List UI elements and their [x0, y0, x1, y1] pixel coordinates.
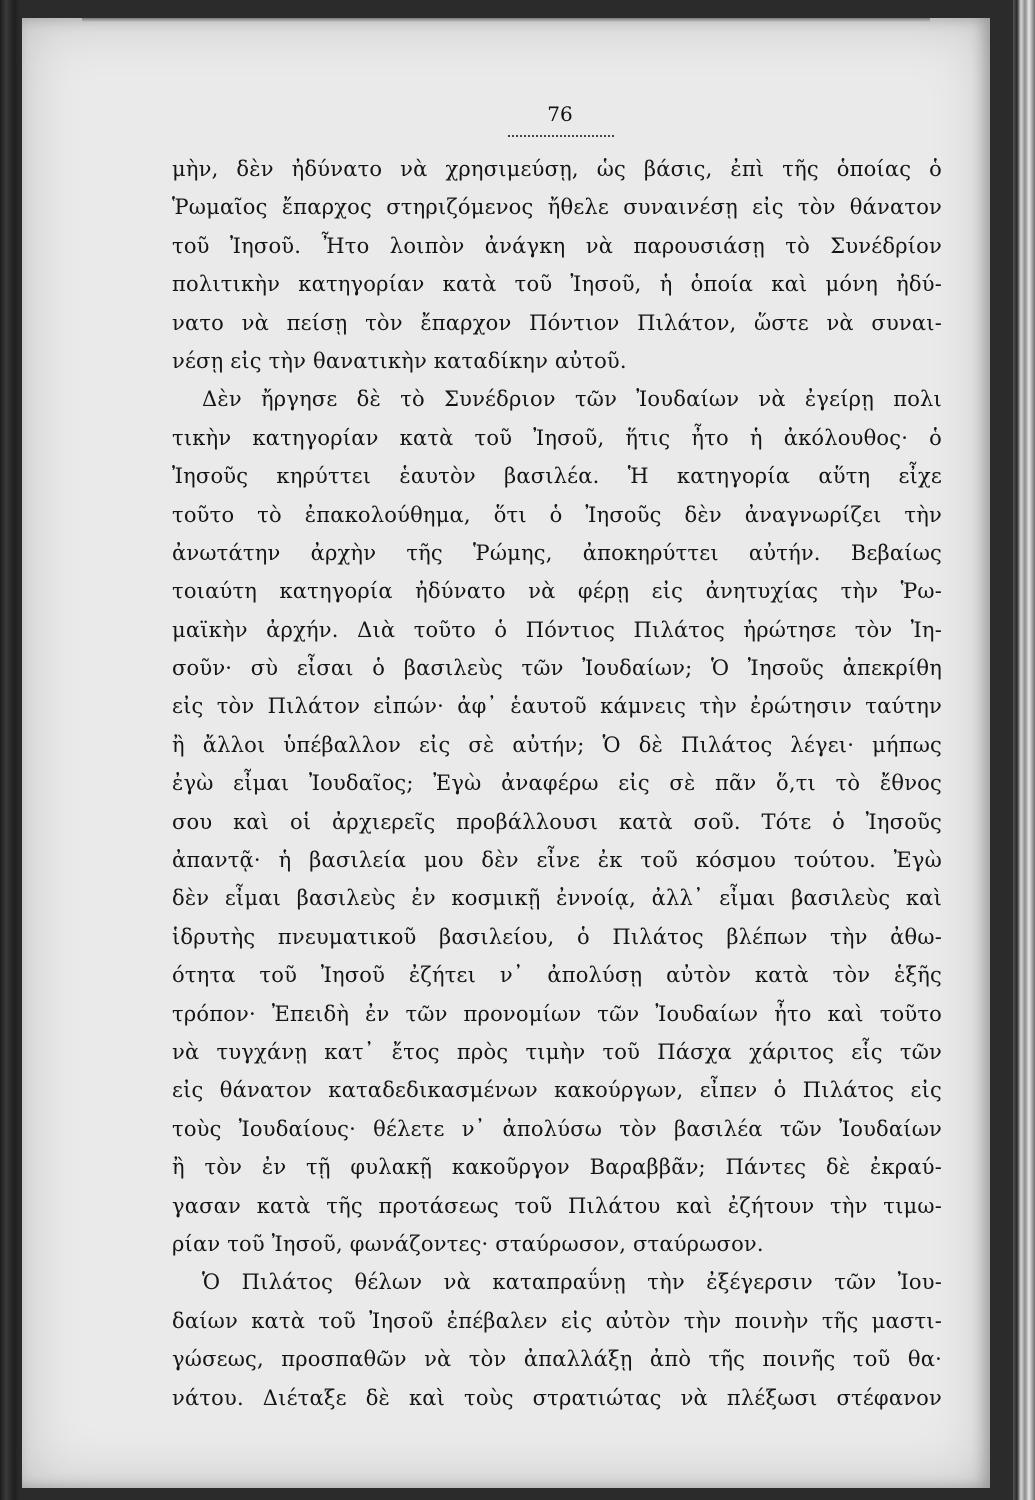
- text-line: Ὁ Πιλάτος θέλων νὰ καταπραΰνῃ τὴν ἐξέγερσιν τῶν Ἰου-: [202, 1270, 942, 1295]
- text-line: Δὲν ἤργησε δὲ τὸ Συνέδριον τῶν Ἰουδαίων νὰ ἐγείρῃ πολι: [202, 387, 942, 412]
- text-line: πολιτικὴν κατηγορίαν κατὰ τοῦ Ἰησοῦ, ἡ ὁποία καὶ μόνη ἠδύ-: [172, 272, 942, 297]
- text-line: δὲν εἶμαι βασιλεὺς ἐν κοσμικῇ ἐννοίᾳ, ἀλλ᾽ εἶμαι βασιλεὺς καὶ: [172, 886, 942, 911]
- text-line: νὰ τυγχάνῃ κατ᾽ ἔτος πρὸς τιμὴν τοῦ Πάσχα χάριτος εἷς τῶν: [172, 1039, 942, 1064]
- text-line: σου καὶ οἱ ἀρχιερεῖς προβάλλουσι κατὰ σοῦ. Τότε ὁ Ἰησοῦς: [172, 809, 942, 834]
- text-line: γασαν κατὰ τῆς προτάσεως τοῦ Πιλάτου καὶ ἐζήτουν τὴν τιμω-: [172, 1193, 942, 1218]
- text-line: τικὴν κατηγορίαν κατὰ τοῦ Ἰησοῦ, ἥτις ἦτο ἡ ἀκόλουθος· ὁ: [172, 425, 942, 450]
- text-line: δαίων κατὰ τοῦ Ἰησοῦ ἐπέβαλεν εἰς αὐτὸν τὴν ποινὴν τῆς μαστι-: [172, 1308, 942, 1333]
- text-line: εἰς θάνατον καταδεδικασμένων κακούργων, εἶπεν ὁ Πιλάτος εἰς: [172, 1078, 942, 1103]
- text-line: Ἰησοῦς κηρύττει ἑαυτὸν βασιλέα. Ἡ κατηγορία αὕτη εἶχε: [172, 464, 942, 489]
- book-spine-edge: [1013, 0, 1035, 1500]
- text-line: ἢ τὸν ἐν τῇ φυλακῇ κακοῦργον Βαραββᾶν; Πάντες δὲ ἐκραύ-: [172, 1155, 942, 1180]
- text-line: τοὺς Ἰουδαίους· θέλετε ν᾽ ἀπολύσω τὸν βασιλέα τῶν Ἰουδαίων: [172, 1116, 942, 1141]
- text-line: σοῦν· σὺ εἶσαι ὁ βασιλεὺς τῶν Ἰουδαίων; Ὁ Ἰησοῦς ἀπεκρίθη: [172, 656, 942, 681]
- text-line: ρίαν τοῦ Ἰησοῦ, φωνάζοντες· σταύρωσον, σταύρωσον.: [172, 1231, 764, 1256]
- text-line: τοῦ Ἰησοῦ. Ἦτο λοιπὸν ἀνάγκη νὰ παρουσιάσῃ τὸ Συνέδρίον: [172, 233, 942, 258]
- text-line: γώσεως, προσπαθῶν νὰ τὸν ἀπαλλάξῃ ἀπὸ τῆς ποινῆς τοῦ θα·: [172, 1347, 942, 1372]
- text-line: ἀνωτάτην ἀρχὴν τῆς Ῥώμης, ἀποκηρύττει αὐτήν. Βεβαίως: [172, 540, 942, 565]
- page-number: 76: [547, 102, 573, 126]
- text-line: νέσῃ εἰς τὴν θανατικὴν καταδίκην αὐτοῦ.: [172, 348, 627, 373]
- text-line: ἢ ἄλλοι ὑπέβαλλον εἰς σὲ αὐτήν; Ὁ δὲ Πιλάτος λέγει· μήπως: [172, 732, 942, 757]
- page-shadow: [82, 18, 930, 22]
- text-line: τοιαύτη κατηγορία ἠδύνατο νὰ φέρῃ εἰς ἀνητυχίας τὴν Ῥω-: [172, 579, 942, 604]
- body-text: [172, 150, 942, 1417]
- text-line: νατο νὰ πείσῃ τὸν ἔπαρχον Πόντιον Πιλάτον, ὥστε νὰ συναι-: [172, 310, 942, 335]
- text-line: εἰς τὸν Πιλάτον εἰπών· ἀφ᾽ ἑαυτοῦ κάμνεις τὴν ἐρώτησιν ταύτην: [172, 694, 942, 719]
- text-line: νάτου. Διέταξε δὲ καὶ τοὺς στρατιώτας νὰ πλέξωσι στέφανον: [172, 1385, 942, 1410]
- text-line: τοῦτο τὸ ἐπακολούθημα, ὅτι ὁ Ἰησοῦς δὲν ἀναγνωρίζει τὴν: [172, 502, 942, 527]
- page-number-rule: [508, 135, 614, 137]
- text-line: μὴν, δὲν ἠδύνατο νὰ χρησιμεύσῃ, ὡς βάσις, ἐπὶ τῆς ὁποίας ὁ: [172, 157, 942, 181]
- text-line: Ῥωμαῖος ἔπαρχος στηριζόμενος ἤθελε συναινέσῃ εἰς τὸν θάνατον: [172, 195, 942, 220]
- text-line: ότητα τοῦ Ἰησοῦ ἐζήτει ν᾽ ἀπολύσῃ αὐτὸν κατὰ τὸν ἑξῆς: [172, 963, 942, 988]
- text-line: ἐγὼ εἶμαι Ἰουδαῖος; Ἐγὼ ἀναφέρω εἰς σὲ πᾶν ὅ,τι τὸ ἔθνος: [172, 771, 942, 796]
- text-line: ἀπαντᾷ· ἡ βασιλεία μου δὲν εἶνε ἐκ τοῦ κόσμου τούτου. Ἐγὼ: [172, 848, 942, 873]
- text-line: μαϊκὴν ἀρχήν. Διὰ τοῦτο ὁ Πόντιος Πιλάτος ἠρώτησε τὸν Ἰη-: [172, 617, 942, 642]
- text-line: τρόπον· Ἐπειδὴ ἐν τῶν προνομίων τῶν Ἰουδαίων ἦτο καὶ τοῦτο: [172, 1001, 942, 1026]
- text-line: ἱδρυτὴς πνευματικοῦ βασιλείου, ὁ Πιλάτος βλέπων τὴν ἀθω-: [172, 924, 942, 949]
